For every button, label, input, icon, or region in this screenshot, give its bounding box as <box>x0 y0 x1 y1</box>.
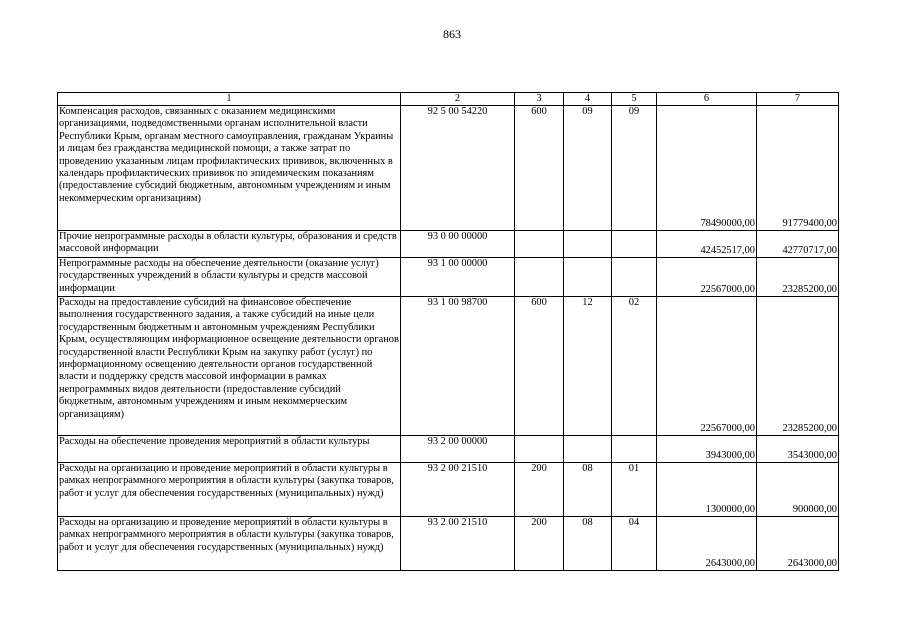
table-row <box>58 297 839 436</box>
row-value-1: 2643000,00 <box>657 517 757 571</box>
row-target-code: 93 2 00 21510 <box>401 463 515 517</box>
row-subsection: 09 <box>612 106 657 231</box>
row-subsection: 04 <box>612 517 657 571</box>
row-value-1: 78490000,00 <box>657 106 757 231</box>
table-row <box>58 106 839 231</box>
row-expense-type: 200 <box>515 463 564 517</box>
row-description: Компенсация расходов, связанных с оказанием медицинскими организациями, подведомственными органам исполнительной власти Республики Крым, органам местного самоуправления, гражданам Украины и лицам без гражданства медицинской помощи, а также затрат по проведению указанным лицам профилактических прививок, включенных в календарь профилактических прививок по эпидемическим показаниям (предоставление субсидий бюджетным, автономным учреждениям и иным некоммерческим организациям) <box>58 106 401 231</box>
row-description: Расходы на предоставление субсидий на финансовое обеспечение выполнения государственного задания, а также субсидий на иные цели государственным бюджетным и автономным учреждениям Республики Крым, осуществляющим информационное освещение деятельности органов государственной власти Республики Крым на закупку работ (услуг) по информационному освещению деятельности органов государственной власти и поддержку средств массовой информации в рамках непрограммных видов деятельности (предоставление субсидий бюджетным, автономным учреждениям и иным некоммерческим организациям) <box>58 297 401 436</box>
row-value-1: 42452517,00 <box>657 231 757 258</box>
table-body <box>58 93 839 571</box>
table-row <box>58 231 839 258</box>
table-row <box>58 517 839 571</box>
column-header: 3 <box>515 93 564 106</box>
budget-table <box>57 92 839 571</box>
column-header: 5 <box>612 93 657 106</box>
row-value-2: 2643000,00 <box>757 517 839 571</box>
row-subsection: 01 <box>612 463 657 517</box>
row-subsection <box>612 231 657 258</box>
row-description: Расходы на организацию и проведение мероприятий в области культуры в рамках непрограммного мероприятия в области культуры (закупка товаров, работ и услуг для обеспечения государственных (муниципальных) нужд) <box>58 517 401 571</box>
row-target-code: 93 1 00 98700 <box>401 297 515 436</box>
row-section <box>564 258 612 297</box>
column-header: 4 <box>564 93 612 106</box>
row-value-2: 23285200,00 <box>757 258 839 297</box>
row-target-code: 92 5 00 54220 <box>401 106 515 231</box>
table-row <box>58 258 839 297</box>
row-target-code: 93 2 00 21510 <box>401 517 515 571</box>
column-header: 2 <box>401 93 515 106</box>
row-value-1: 22567000,00 <box>657 297 757 436</box>
row-target-code: 93 0 00 00000 <box>401 231 515 258</box>
row-value-2: 3543000,00 <box>757 436 839 463</box>
row-value-1: 22567000,00 <box>657 258 757 297</box>
row-expense-type <box>515 258 564 297</box>
column-header: 6 <box>657 93 757 106</box>
page-number: 863 <box>443 27 461 41</box>
column-header: 1 <box>58 93 401 106</box>
row-value-2: 900000,00 <box>757 463 839 517</box>
row-section: 09 <box>564 106 612 231</box>
row-section: 08 <box>564 517 612 571</box>
row-description: Расходы на обеспечение проведения мероприятий в области культуры <box>58 436 401 463</box>
row-value-2: 42770717,00 <box>757 231 839 258</box>
row-value-2: 91779400,00 <box>757 106 839 231</box>
row-expense-type: 600 <box>515 106 564 231</box>
column-header: 7 <box>757 93 839 106</box>
row-subsection <box>612 436 657 463</box>
row-expense-type <box>515 231 564 258</box>
row-value-1: 1300000,00 <box>657 463 757 517</box>
row-section: 12 <box>564 297 612 436</box>
row-subsection <box>612 258 657 297</box>
row-section: 08 <box>564 463 612 517</box>
row-section <box>564 231 612 258</box>
row-value-2: 23285200,00 <box>757 297 839 436</box>
table-row <box>58 436 839 463</box>
row-expense-type <box>515 436 564 463</box>
row-subsection: 02 <box>612 297 657 436</box>
row-description: Прочие непрограммные расходы в области культуры, образования и средств массовой информации <box>58 231 401 258</box>
row-expense-type: 600 <box>515 297 564 436</box>
row-description: Расходы на организацию и проведение мероприятий в области культуры в рамках непрограммного мероприятия в области культуры (закупка товаров, работ и услуг для обеспечения государственных (муниципальных) нужд) <box>58 463 401 517</box>
row-value-1: 3943000,00 <box>657 436 757 463</box>
table-row <box>58 463 839 517</box>
row-target-code: 93 1 00 00000 <box>401 258 515 297</box>
row-target-code: 93 2 00 00000 <box>401 436 515 463</box>
header-row <box>58 93 839 106</box>
row-expense-type: 200 <box>515 517 564 571</box>
row-section <box>564 436 612 463</box>
row-description: Непрограммные расходы на обеспечение деятельности (оказание услуг) государственных учреждений в области культуры и средств массовой информации <box>58 258 401 297</box>
